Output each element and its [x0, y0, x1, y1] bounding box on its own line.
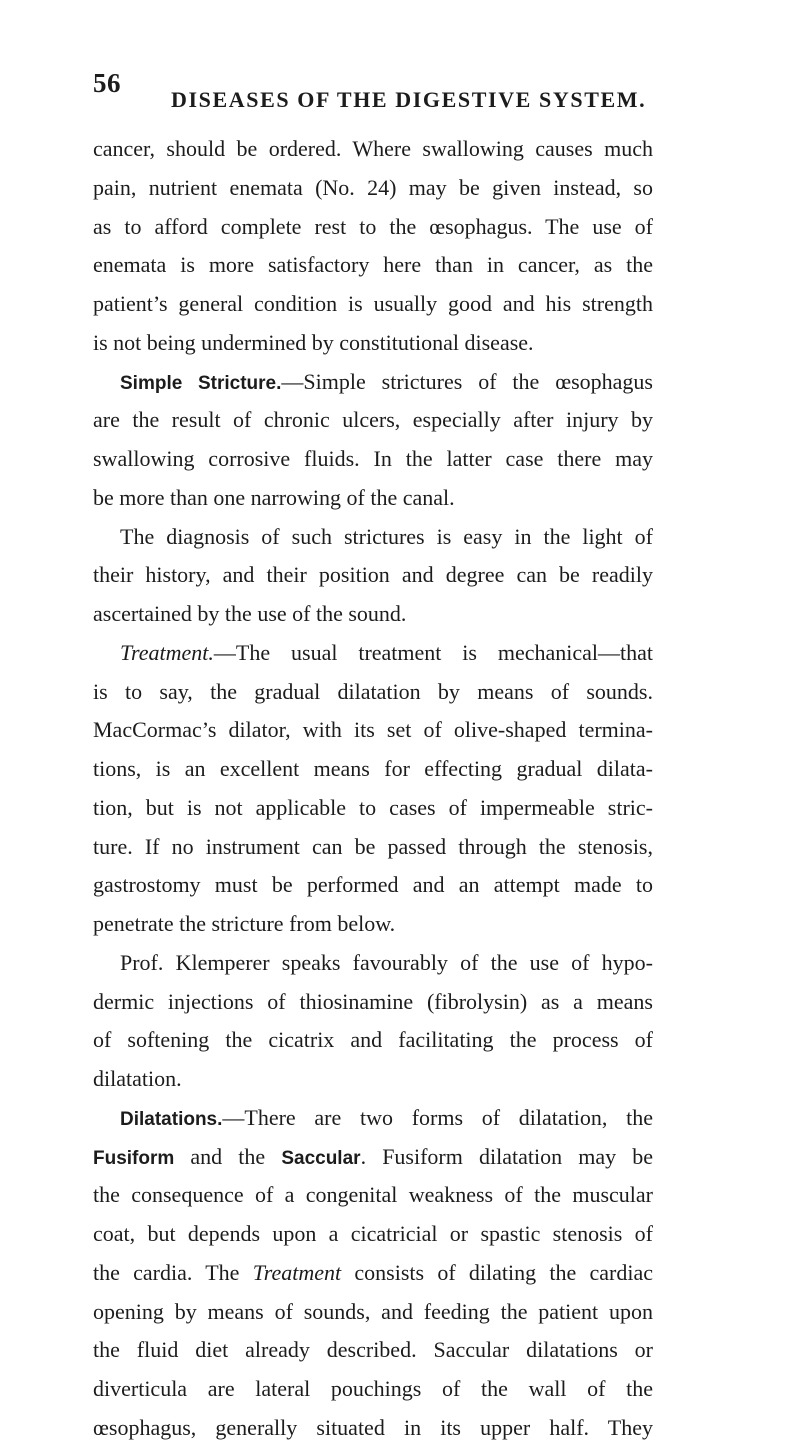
text-run: . Fusiform dilatation may be	[360, 1143, 653, 1169]
subheading-treatment: Treatment.	[120, 639, 214, 665]
text-line: penetrate the stricture from below.	[93, 911, 396, 936]
paragraph-first-line: The diagnosis of such strictures is easy in the light of	[120, 523, 653, 549]
text-line: be more than one narrowing of the canal.	[93, 484, 455, 510]
text-line: enemata is more satisfactory here than in cancer, as the	[93, 252, 653, 278]
text-line: opening by means of sounds, and feeding the patient upon	[93, 1298, 653, 1324]
text-line: dermic injections of thiosinamine (fibrolysin) as a means	[93, 988, 653, 1014]
term-saccular: Saccular	[281, 1147, 361, 1169]
text-line: ascertained by the use of the sound.	[93, 601, 407, 626]
body-text	[93, 130, 653, 1448]
subheading-treatment-inline: Treatment	[252, 1259, 342, 1285]
section-heading-dilatations: Dilatations.	[120, 1108, 223, 1130]
section-heading-simple-stricture: Simple Stricture.	[120, 372, 282, 394]
text-line: gastrostomy must be performed and an attempt made to	[93, 872, 653, 898]
text-run: —There are two forms of dilatation, the	[222, 1104, 653, 1130]
text-line: diverticula are lateral pouchings of the wall of the	[93, 1376, 653, 1401]
text-line: swallowing corrosive fluids. In the latter case there may	[93, 446, 653, 471]
paragraph-first-line	[93, 1099, 653, 1138]
text-run: —The usual treatment is mechanical—that	[213, 639, 653, 665]
text-line	[93, 1254, 653, 1293]
text-run: consists of dilating the cardiac	[341, 1259, 654, 1285]
text-line: the consequence of a congenital weakness of the muscular	[93, 1182, 653, 1208]
text-line: cancer, should be ordered. Where swallowing causes much	[93, 136, 653, 161]
text-run: and the	[174, 1143, 282, 1169]
text-line: tions, is an excellent means for effecting gradual dilata-	[93, 756, 653, 781]
text-run: —Simple strictures of the œsophagus	[281, 368, 653, 394]
paragraph-first-line	[93, 363, 653, 402]
paragraph-first-line	[93, 634, 653, 673]
text-line: as to afford complete rest to the œsophagus. The use of	[93, 213, 653, 239]
text-line: ture. If no instrument can be passed through the stenosis,	[93, 833, 653, 859]
text-line: are the result of chronic ulcers, especially after injury by	[93, 407, 653, 433]
text-line: is not being undermined by constitutional disease.	[93, 329, 534, 355]
page-header	[93, 68, 683, 112]
text-line: pain, nutrient enemata (No. 24) may be given instead, so	[93, 174, 653, 200]
text-line: coat, but depends upon a cicatricial or spastic stenosis of	[93, 1221, 653, 1246]
paragraph-first-line: Prof. Klemperer speaks favourably of the use of hypo-	[120, 949, 653, 975]
running-head: DISEASES OF THE DIGESTIVE SYSTEM.	[171, 87, 647, 112]
text-run: the cardia. The	[93, 1259, 253, 1285]
text-line: MacCormac’s dilator, with its set of olive-shaped termina-	[93, 717, 653, 743]
text-line: patient’s general condition is usually good and his strength	[93, 291, 653, 316]
page-number: 56	[93, 68, 121, 98]
text-line: œsophagus, generally situated in its upper half. They	[93, 1414, 653, 1440]
text-line: is to say, the gradual dilatation by means of sounds.	[93, 678, 653, 704]
text-line: tion, but is not applicable to cases of impermeable stric-	[93, 794, 653, 820]
text-line: their history, and their position and degree can be readily	[93, 562, 653, 588]
text-line: of softening the cicatrix and facilitating the process of	[93, 1027, 653, 1053]
term-fusiform: Fusiform	[93, 1147, 175, 1169]
text-line: the fluid diet already described. Saccular dilatations or	[93, 1337, 653, 1363]
text-line	[93, 1138, 653, 1177]
text-line: dilatation.	[93, 1066, 182, 1091]
